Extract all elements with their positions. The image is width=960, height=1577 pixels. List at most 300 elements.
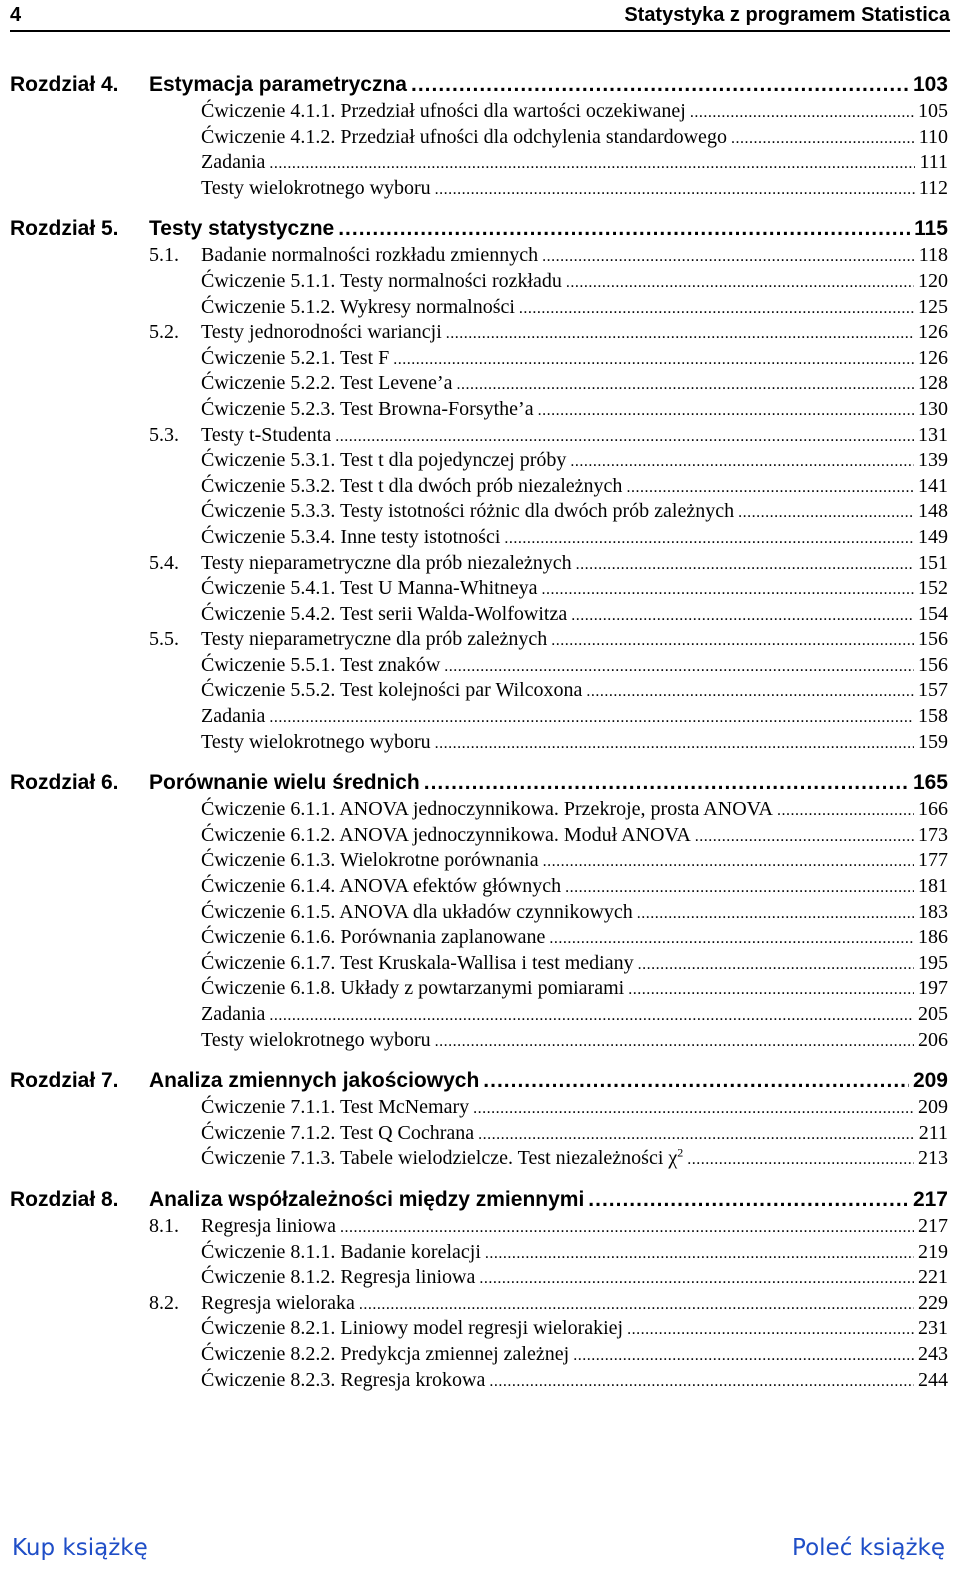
entry-line — [201, 151, 948, 174]
entry-page: 157 — [918, 679, 948, 702]
dot-leader — [479, 1270, 914, 1288]
entry-page: 166 — [918, 798, 948, 821]
entry-page: 217 — [918, 1214, 948, 1237]
entry-title-text: Badanie normalności rozkładu zmiennych — [201, 244, 539, 267]
entry-page: 128 — [918, 372, 948, 395]
dot-leader — [588, 1188, 909, 1212]
entry-line — [201, 1096, 948, 1119]
section-number: 5.2. — [149, 321, 179, 344]
entry-title — [201, 1241, 481, 1264]
dot-leader — [485, 1245, 914, 1263]
entry-title-text: Ćwiczenie 5.3.3. Testy istotności różnic dla dwóch prób zależnych — [201, 500, 735, 523]
entry-line — [201, 1215, 948, 1238]
entry-title-text: Zadania — [201, 1003, 266, 1025]
entry-page: 221 — [918, 1266, 948, 1289]
entry-title — [201, 679, 582, 702]
dot-leader — [638, 956, 914, 974]
entry-page: 181 — [918, 875, 948, 898]
exercise-entry[interactable] — [0, 901, 960, 927]
chapter-label: Rozdział 4. — [10, 73, 119, 96]
entry-title-text: Ćwiczenie 7.1.2. Test Q Cochrana — [201, 1121, 475, 1144]
exercise-entry[interactable] — [0, 875, 960, 901]
entry-page: 148 — [918, 500, 948, 523]
entry-line — [201, 372, 948, 395]
entry-line — [201, 270, 948, 293]
entry-title — [201, 731, 431, 754]
dot-leader — [340, 1219, 914, 1237]
entry-title-text: Zadania — [201, 705, 266, 728]
entry-title — [201, 500, 734, 523]
exercise-entry[interactable] — [0, 1241, 960, 1267]
exercise-entry[interactable] — [0, 475, 960, 501]
page-number: 4 — [10, 4, 22, 26]
dot-leader — [538, 402, 914, 420]
section-entry[interactable] — [0, 244, 960, 270]
entry-title — [201, 372, 452, 395]
entry-title — [201, 977, 624, 1000]
entry-title — [201, 1096, 469, 1119]
entry-title-text: Ćwiczenie 8.2.2. Predykcja zmiennej zależnej — [201, 1342, 570, 1365]
dot-leader — [573, 1347, 914, 1365]
entry-page: 206 — [918, 1028, 948, 1051]
chapter-title: Porównanie wielu średnich — [149, 771, 420, 795]
entry-title-text: Ćwiczenie 8.1.1. Badanie korelacji — [201, 1240, 481, 1263]
entry-line — [201, 577, 948, 600]
chapter-heading[interactable] — [0, 217, 960, 244]
section-number: 5.3. — [149, 423, 179, 446]
chapter-label: Rozdział 5. — [10, 217, 119, 241]
entry-title — [201, 849, 539, 872]
entry-page: 110 — [918, 125, 948, 148]
section-entry[interactable] — [0, 1215, 960, 1241]
dot-leader — [444, 658, 914, 676]
entry-title-text: Ćwiczenie 5.3.2. Test t dla dwóch prób niezależnych — [201, 474, 623, 497]
exercise-entry[interactable] — [0, 126, 960, 152]
entry-page: 244 — [918, 1368, 948, 1391]
entry-page: 154 — [918, 602, 948, 625]
entry-line — [201, 1147, 948, 1170]
entry-line — [201, 296, 948, 319]
exercise-entry[interactable] — [0, 926, 960, 952]
exercise-entry[interactable] — [0, 977, 960, 1003]
entry-line — [201, 1317, 948, 1340]
exercise-entry[interactable] — [0, 1096, 960, 1122]
chapter-line — [149, 1069, 948, 1093]
entry-title — [201, 449, 566, 472]
dot-leader — [738, 504, 914, 522]
chapter-heading[interactable] — [0, 1188, 960, 1215]
entry-page: 158 — [918, 705, 948, 728]
entry-line — [201, 244, 948, 267]
entry-line — [201, 1292, 948, 1315]
dot-leader — [269, 709, 914, 727]
dot-leader — [473, 1100, 914, 1118]
dot-leader — [637, 905, 914, 923]
dot-leader — [338, 217, 910, 241]
entry-title-text: Testy jednorodności wariancji — [201, 321, 442, 344]
exercise-entry[interactable] — [0, 731, 960, 757]
entry-line — [201, 424, 948, 447]
exercise-entry[interactable] — [0, 824, 960, 850]
chapter-line — [149, 73, 948, 97]
entry-page: 125 — [918, 295, 948, 318]
entry-page: 141 — [918, 474, 948, 497]
exercise-entry[interactable] — [0, 151, 960, 177]
entry-line — [201, 526, 948, 549]
chapter-label: Rozdział 6. — [10, 771, 119, 795]
entry-line — [201, 398, 948, 421]
entry-title — [201, 798, 773, 821]
dot-leader — [489, 1373, 914, 1391]
entry-title-text: Testy wielokrotnego wyboru — [201, 730, 431, 753]
entry-title — [201, 1369, 485, 1392]
entry-title-text: Ćwiczenie 6.1.4. ANOVA efektów głównych — [201, 875, 562, 898]
entry-title-text: Ćwiczenie 5.2.2. Test Levene’a — [201, 372, 453, 395]
entry-page: 120 — [918, 269, 948, 292]
entry-title — [201, 603, 567, 626]
dot-leader — [446, 325, 914, 343]
dot-leader — [687, 1151, 914, 1169]
dot-leader — [435, 181, 915, 199]
entry-line — [201, 1241, 948, 1264]
entry-title — [201, 296, 515, 319]
entry-title — [201, 244, 538, 267]
entry-page: 219 — [918, 1240, 948, 1263]
exercise-entry[interactable] — [0, 526, 960, 552]
chapter-page: 103 — [912, 73, 948, 96]
entry-title-text: Ćwiczenie 4.1.1. Przedział ufności dla wartości oczekiwanej — [201, 100, 686, 122]
entry-title — [201, 126, 727, 149]
dot-leader — [565, 879, 914, 897]
entry-title — [201, 100, 686, 123]
exercise-entry[interactable] — [0, 1003, 960, 1029]
entry-line — [201, 552, 948, 575]
entry-line — [201, 1122, 948, 1145]
exercise-entry[interactable] — [0, 500, 960, 526]
exercise-entry[interactable] — [0, 270, 960, 296]
entry-title — [201, 875, 561, 898]
entry-line — [201, 926, 948, 949]
entry-page: 213 — [918, 1147, 948, 1170]
dot-leader — [586, 683, 914, 701]
entry-title-text: Ćwiczenie 5.2.1. Test F — [201, 346, 390, 369]
entry-page: 211 — [918, 1121, 948, 1144]
entry-line — [201, 1003, 948, 1026]
entry-line — [201, 875, 948, 898]
exercise-entry[interactable] — [0, 577, 960, 603]
entry-page: 183 — [918, 900, 948, 923]
entry-title-text: Ćwiczenie 5.5.2. Test kolejności par Wilcoxona — [201, 679, 583, 702]
exercise-entry[interactable] — [0, 1317, 960, 1343]
entry-page: 243 — [918, 1342, 948, 1365]
entry-title — [201, 1266, 475, 1289]
chapter-title: Analiza współzależności między zmiennymi — [149, 1187, 585, 1211]
dot-leader — [576, 556, 914, 574]
entry-title-text: Testy wielokrotnego wyboru — [201, 1028, 431, 1051]
dot-leader — [549, 930, 914, 948]
entry-title-text: Ćwiczenie 8.1.2. Regresja liniowa — [201, 1266, 476, 1289]
exercise-entry[interactable] — [0, 603, 960, 629]
dot-leader — [456, 376, 914, 394]
entry-page: 131 — [918, 423, 948, 446]
entry-title — [201, 151, 265, 174]
entry-title — [201, 347, 389, 370]
entry-title-text: Ćwiczenie 6.1.8. Układy z powtarzanymi pomiarami — [201, 977, 625, 1000]
dot-leader — [269, 1007, 914, 1025]
chapter-page: 165 — [912, 771, 948, 795]
entry-line — [201, 126, 948, 149]
dot-leader — [411, 73, 909, 97]
entry-page: 126 — [918, 346, 948, 369]
dot-leader — [542, 248, 915, 266]
entry-line — [201, 901, 948, 924]
entry-page: 149 — [918, 525, 948, 548]
entry-line — [201, 679, 948, 702]
entry-page: 197 — [918, 977, 948, 1000]
chapter-title: Testy statystyczne — [149, 217, 335, 241]
entry-title — [201, 1215, 336, 1238]
exercise-entry[interactable] — [0, 849, 960, 875]
entry-title — [201, 705, 265, 728]
entry-title — [201, 901, 633, 924]
entry-page: 231 — [918, 1317, 948, 1340]
entry-title — [201, 1122, 474, 1145]
entry-title-text: Regresja liniowa — [201, 1214, 336, 1237]
exercise-entry[interactable] — [0, 1122, 960, 1148]
chapter-label: Rozdział 7. — [10, 1069, 119, 1093]
chapter-page: 217 — [912, 1187, 948, 1211]
entry-title — [201, 628, 547, 651]
dot-leader — [335, 428, 914, 446]
entry-page: 111 — [919, 151, 948, 174]
entry-title-text: Ćwiczenie 8.2.1. Liniowy model regresji wielorakiej — [201, 1317, 624, 1340]
entry-title-text: Ćwiczenie 7.1.3. Tabele wielodzielcze. Test niezależności χ — [201, 1147, 678, 1170]
dot-leader — [519, 300, 914, 318]
entry-title — [201, 654, 440, 677]
entry-line — [201, 654, 948, 677]
chapter-heading[interactable] — [0, 1069, 960, 1096]
section-number: 8.2. — [149, 1291, 179, 1314]
recommend-book-link[interactable]: Poleć książkę — [792, 1535, 945, 1561]
section-entry[interactable] — [0, 628, 960, 654]
exercise-entry[interactable] — [0, 679, 960, 705]
entry-title-text: Ćwiczenie 6.1.5. ANOVA dla układów czynnikowych — [201, 900, 633, 923]
dot-leader — [627, 1321, 914, 1339]
exercise-entry[interactable] — [0, 1343, 960, 1369]
entry-line — [201, 500, 948, 523]
entry-line — [201, 1369, 948, 1392]
entry-page: 205 — [918, 1003, 948, 1025]
dot-leader — [695, 828, 914, 846]
exercise-entry[interactable] — [0, 705, 960, 731]
entry-page: 173 — [918, 823, 948, 846]
entry-page: 126 — [918, 321, 948, 344]
entry-line — [201, 1343, 948, 1366]
entry-title — [201, 577, 537, 600]
page-header — [10, 2, 950, 32]
exercise-entry[interactable] — [0, 952, 960, 978]
chapter-line — [149, 771, 948, 795]
entry-title-text: Ćwiczenie 5.4.1. Test U Manna-Whitneya — [201, 577, 538, 600]
dot-leader — [541, 581, 914, 599]
exercise-entry[interactable] — [0, 1369, 960, 1395]
entry-page: 156 — [918, 653, 948, 676]
dot-leader — [566, 274, 914, 292]
entry-page: 130 — [918, 397, 948, 420]
entry-title — [201, 321, 442, 344]
exercise-entry[interactable] — [0, 798, 960, 824]
entry-title — [201, 475, 622, 498]
dot-leader — [731, 130, 915, 148]
entry-title — [201, 1343, 569, 1366]
entry-title-text: Ćwiczenie 5.4.2. Test serii Walda-Wolfowitza — [201, 602, 568, 625]
entry-line — [201, 952, 948, 975]
chapter-line — [149, 217, 948, 241]
chapter-line — [149, 1188, 948, 1212]
entry-title — [201, 1003, 265, 1026]
entry-line — [201, 628, 948, 651]
entry-line — [201, 824, 948, 847]
entry-title — [201, 824, 691, 847]
chapter-title: Estymacja parametryczna — [149, 73, 407, 96]
entry-title — [201, 926, 545, 949]
entry-title — [201, 1147, 683, 1170]
entry-line — [201, 347, 948, 370]
entry-page: 159 — [918, 730, 948, 753]
entry-line — [201, 177, 948, 200]
buy-book-link[interactable]: Kup książkę — [12, 1535, 148, 1561]
entry-title-text: Ćwiczenie 5.2.3. Test Browna-Forsythe’a — [201, 397, 534, 420]
entry-line — [201, 849, 948, 872]
section-number: 5.4. — [149, 551, 179, 574]
chapter-heading[interactable] — [0, 73, 960, 100]
section-number: 8.1. — [149, 1214, 179, 1237]
section-entry[interactable] — [0, 424, 960, 450]
entry-title-text: Ćwiczenie 5.3.4. Inne testy istotności — [201, 525, 501, 548]
entry-title — [201, 270, 562, 293]
entry-title-text: Ćwiczenie 5.1.1. Testy normalności rozkładu — [201, 269, 562, 292]
entry-page: 139 — [918, 449, 948, 472]
entry-line — [201, 731, 948, 754]
entry-title-text: Ćwiczenie 8.2.3. Regresja krokowa — [201, 1368, 486, 1391]
entry-title-text: Ćwiczenie 6.1.2. ANOVA jednoczynnikowa. Moduł ANOVA — [201, 823, 691, 846]
entry-line — [201, 798, 948, 821]
chapter-label: Rozdział 8. — [10, 1187, 119, 1211]
entry-page: 105 — [918, 100, 948, 122]
dot-leader — [269, 155, 915, 173]
dot-leader — [690, 104, 914, 122]
exercise-entry[interactable] — [0, 100, 960, 126]
entry-title — [201, 1292, 355, 1315]
exercise-entry[interactable] — [0, 449, 960, 475]
entry-title-text: Zadania — [201, 151, 266, 174]
entry-title-text: Ćwiczenie 6.1.3. Wielokrotne porównania — [201, 849, 539, 872]
dot-leader — [777, 802, 914, 820]
superscript: 2 — [677, 1145, 684, 1160]
entry-title — [201, 398, 534, 421]
entry-title-text: Ćwiczenie 5.5.1. Test znaków — [201, 653, 441, 676]
entry-page: 152 — [918, 577, 948, 600]
exercise-entry[interactable] — [0, 347, 960, 373]
entry-line — [201, 977, 948, 1000]
entry-page: 151 — [918, 551, 948, 574]
entry-line — [201, 1266, 948, 1289]
dot-leader — [570, 453, 914, 471]
page-footer — [0, 1535, 960, 1565]
entry-line — [201, 321, 948, 344]
dot-leader — [478, 1126, 915, 1144]
entry-title-text: Regresja wieloraka — [201, 1291, 355, 1314]
section-number: 5.5. — [149, 628, 179, 651]
dot-leader — [626, 479, 914, 497]
dot-leader — [393, 351, 914, 369]
entry-title-text: Testy t-Studenta — [201, 423, 332, 446]
exercise-entry[interactable] — [0, 654, 960, 680]
dot-leader — [435, 735, 914, 753]
entry-title-text: Testy nieparametryczne dla prób niezależnych — [201, 551, 572, 574]
entry-page: 112 — [918, 176, 948, 199]
dot-leader — [571, 607, 914, 625]
entry-line — [201, 603, 948, 626]
entry-page: 195 — [918, 951, 948, 974]
exercise-entry[interactable] — [0, 296, 960, 322]
entry-title — [201, 1317, 623, 1340]
entry-title — [201, 177, 431, 200]
exercise-entry[interactable] — [0, 372, 960, 398]
entry-line — [201, 1029, 948, 1052]
exercise-entry[interactable] — [0, 177, 960, 203]
section-number: 5.1. — [149, 244, 179, 267]
entry-title-text: Ćwiczenie 6.1.6. Porównania zaplanowane — [201, 926, 546, 949]
dot-leader — [483, 1069, 909, 1093]
dot-leader — [424, 771, 909, 795]
entry-title — [201, 526, 500, 549]
exercise-entry[interactable] — [0, 398, 960, 424]
entry-title-text: Ćwiczenie 7.1.1. Test McNemary — [201, 1096, 470, 1119]
entry-title-text: Ćwiczenie 5.3.1. Test t dla pojedynczej próby — [201, 449, 567, 472]
dot-leader — [551, 632, 914, 650]
exercise-entry[interactable] — [0, 1029, 960, 1055]
dot-leader — [359, 1296, 914, 1314]
chapter-page: 209 — [912, 1069, 948, 1093]
exercise-entry[interactable] — [0, 1147, 960, 1173]
chapter-heading[interactable] — [0, 771, 960, 798]
entry-page: 177 — [918, 849, 948, 872]
entry-title-text: Ćwiczenie 6.1.1. ANOVA jednoczynnikowa. Przekroje, prosta ANOVA — [201, 798, 773, 821]
entry-title-text: Ćwiczenie 5.1.2. Wykresy normalności — [201, 295, 515, 318]
entry-page: 229 — [918, 1291, 948, 1314]
entry-title — [201, 552, 572, 575]
entry-page: 156 — [918, 628, 948, 651]
chapter-title: Analiza zmiennych jakościowych — [149, 1069, 480, 1093]
exercise-entry[interactable] — [0, 1266, 960, 1292]
entry-title-text: Ćwiczenie 6.1.7. Test Kruskala-Wallisa i test mediany — [201, 951, 634, 974]
entry-title — [201, 424, 331, 447]
dot-leader — [628, 981, 914, 999]
entry-page: 118 — [918, 244, 948, 267]
entry-line — [201, 449, 948, 472]
dot-leader — [435, 1033, 914, 1051]
section-entry[interactable] — [0, 552, 960, 578]
entry-title-text: Testy wielokrotnego wyboru — [201, 176, 431, 199]
entry-line — [201, 705, 948, 728]
entry-line — [201, 100, 948, 123]
entry-line — [201, 475, 948, 498]
entry-title-text: Ćwiczenie 4.1.2. Przedział ufności dla odchylenia standardowego — [201, 125, 727, 148]
section-entry[interactable] — [0, 1292, 960, 1318]
section-entry[interactable] — [0, 321, 960, 347]
dot-leader — [504, 530, 914, 548]
